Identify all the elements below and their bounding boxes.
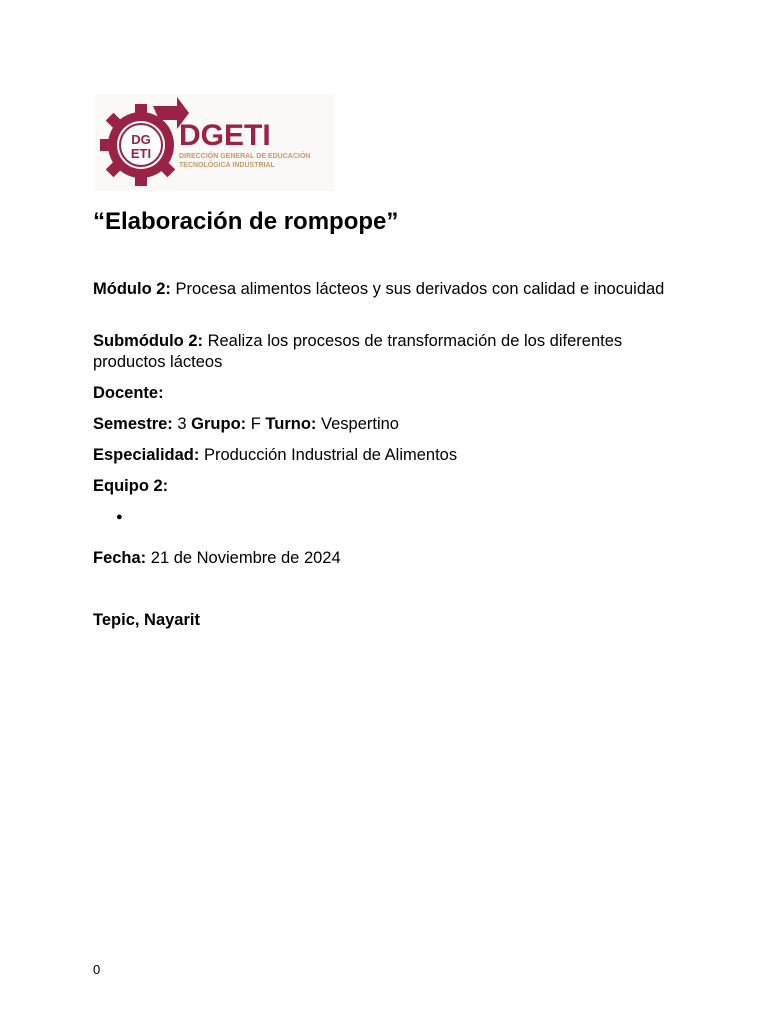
seal-text-bottom: ETI	[130, 146, 152, 161]
semestre-field	[93, 414, 693, 435]
document-title: “Elaboración de rompope”	[93, 208, 399, 235]
list-item	[116, 507, 123, 528]
lugar-text: Tepic, Nayarit	[93, 611, 200, 629]
logo-brand-text: DGETI	[179, 119, 271, 152]
fecha-field	[93, 548, 693, 569]
submodulo-field	[93, 331, 693, 373]
semestre-label: Semestre:	[93, 415, 173, 433]
lugar-field	[93, 610, 693, 631]
logo-tagline-line1: DIRECCIÓN GENERAL DE EDUCACIÓN	[179, 153, 311, 160]
submodulo-value: Realiza los procesos de transformación de los diferentes productos lácteos	[93, 332, 623, 371]
dgeti-logo-graphic	[95, 95, 335, 191]
submodulo-label: Submódulo 2:	[93, 332, 203, 350]
fecha-value: 21 de Noviembre de 2024	[146, 549, 341, 567]
docente-field	[93, 383, 693, 404]
equipo-label: Equipo 2:	[93, 477, 169, 495]
fecha-label: Fecha:	[93, 549, 147, 567]
especialidad-value: Producción Industrial de Alimentos	[199, 446, 458, 464]
dgeti-logo	[95, 95, 335, 191]
turno-value: Vespertino	[316, 415, 399, 433]
modulo-value: Procesa alimentos lácteos y sus derivados con calidad e inocuidad	[170, 280, 665, 298]
grupo-value: F	[246, 415, 266, 433]
semestre-value: 3	[172, 415, 192, 433]
modulo-field	[93, 279, 693, 300]
especialidad-label: Especialidad:	[93, 446, 200, 464]
modulo-label: Módulo 2:	[93, 280, 171, 298]
logo-tagline-line2: TECNOLÓGICA INDUSTRIAL	[179, 162, 275, 169]
grupo-label: Grupo:	[191, 415, 247, 433]
turno-label: Turno:	[265, 415, 317, 433]
especialidad-field	[93, 445, 693, 466]
seal-text-top: DG	[131, 132, 151, 147]
page-number: 0	[93, 962, 101, 977]
equipo-field	[93, 476, 693, 497]
equipo-member-list	[116, 507, 123, 528]
docente-label: Docente:	[93, 384, 164, 402]
